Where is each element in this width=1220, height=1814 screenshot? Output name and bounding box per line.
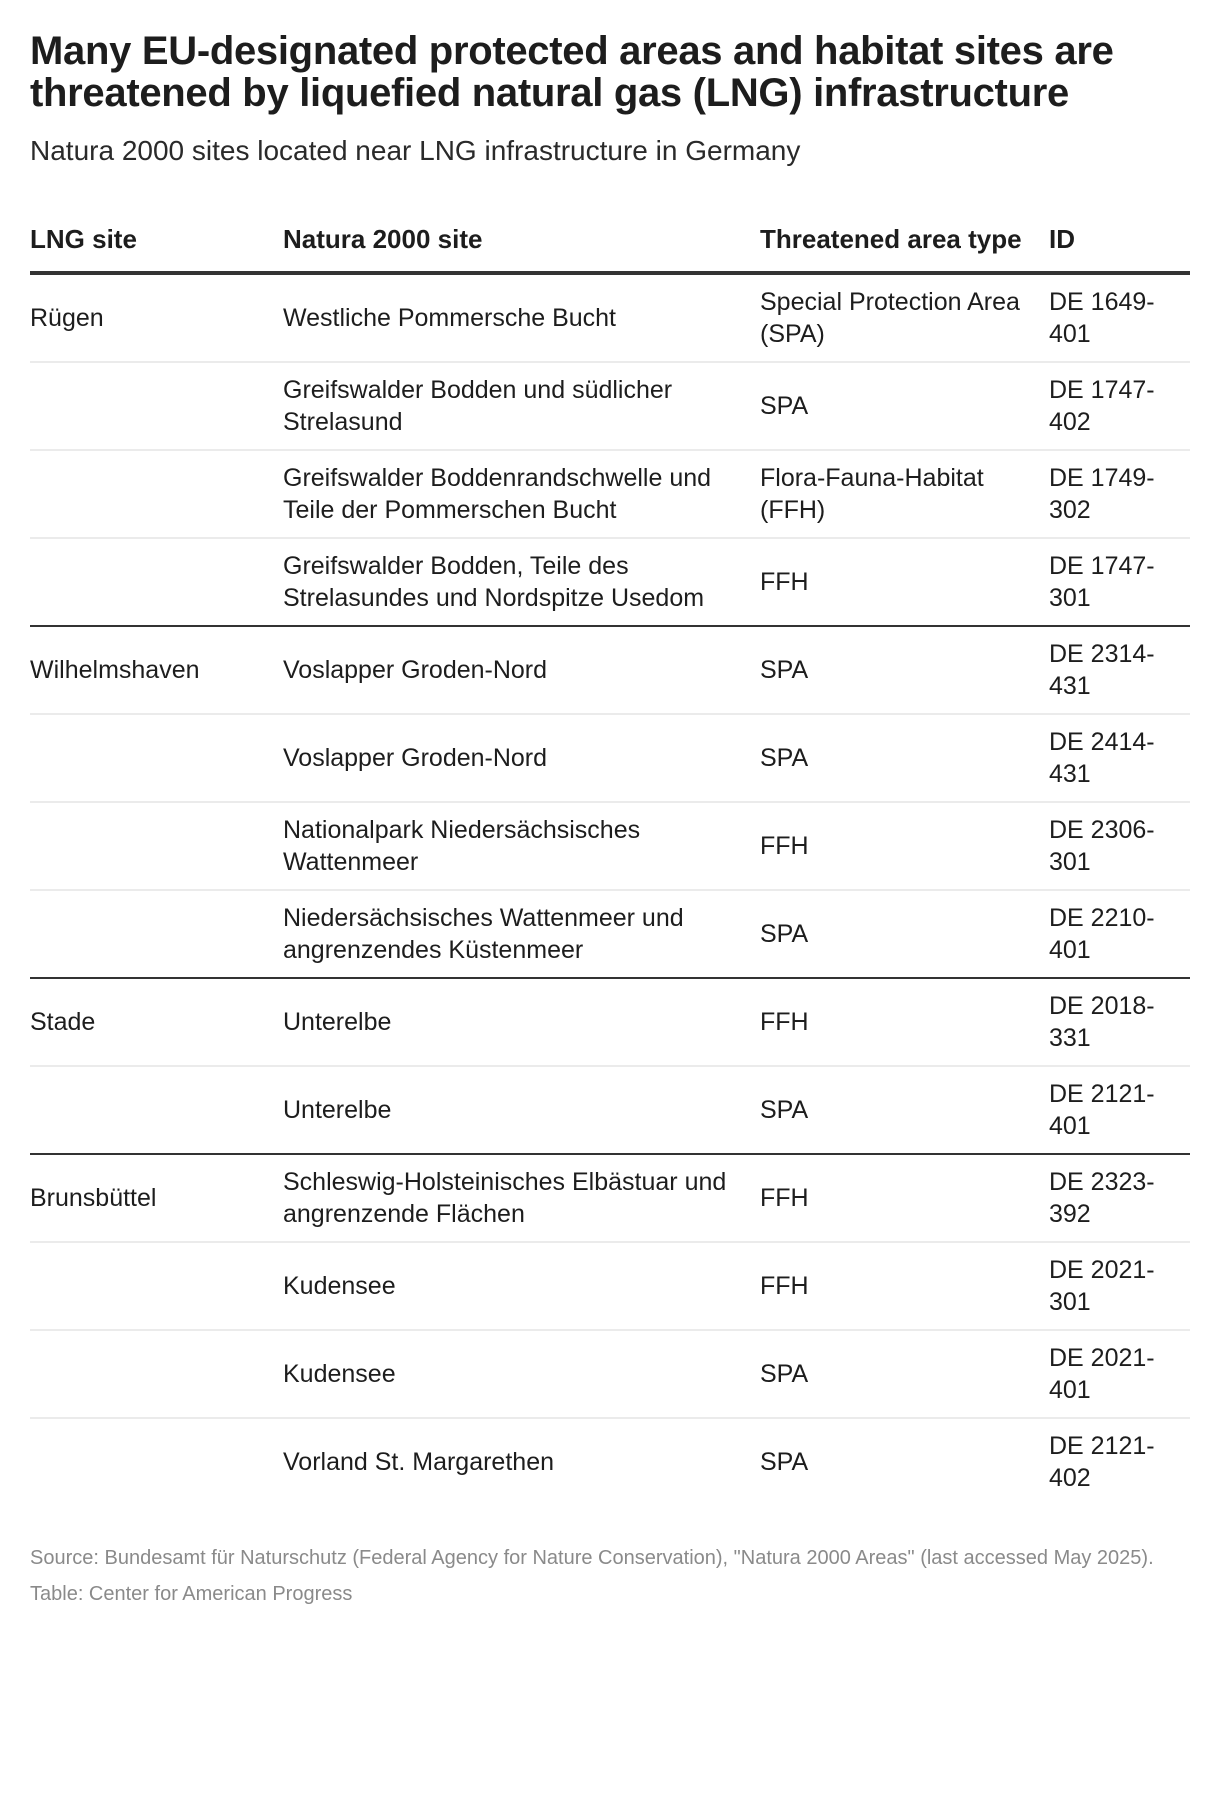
- cell-lng-site: Stade: [30, 978, 283, 1066]
- cell-lng-site: [30, 802, 283, 890]
- cell-lng-site: [30, 450, 283, 538]
- cell-lng-site: [30, 1242, 283, 1330]
- cell-area-type: FFH: [760, 538, 1049, 626]
- table-row: [30, 1418, 1190, 1505]
- cell-area-type: SPA: [760, 1066, 1049, 1154]
- cell-area-type: SPA: [760, 362, 1049, 450]
- cell-natura-site: Niedersächsisches Wattenmeer und angrenzendes Küstenmeer: [283, 890, 760, 978]
- cell-id: DE 1649-401: [1049, 273, 1190, 362]
- table-row: [30, 450, 1190, 538]
- source-note: Source: Bundesamt für Naturschutz (Federal Agency for Nature Conservation), "Natura 2000 Areas" (last accessed May 2025).: [30, 1547, 1154, 1569]
- cell-id: DE 2306-301: [1049, 802, 1190, 890]
- cell-lng-site: [30, 538, 283, 626]
- cell-area-type: SPA: [760, 714, 1049, 802]
- cell-area-type: SPA: [760, 1330, 1049, 1418]
- table-row: [30, 890, 1190, 978]
- cell-area-type: FFH: [760, 1154, 1049, 1242]
- cell-natura-site: Vorland St. Margarethen: [283, 1448, 554, 1476]
- table-header-row: [30, 221, 1190, 273]
- cell-area-type: SPA: [760, 1448, 809, 1476]
- cell-lng-site: Rügen: [30, 273, 283, 362]
- cell-id: DE 2121-401: [1049, 1066, 1190, 1154]
- cell-id: DE 1747-301: [1049, 538, 1190, 626]
- table-row: [30, 273, 1190, 362]
- cell-area-type: FFH: [760, 1242, 1049, 1330]
- table-row: [30, 978, 1190, 1066]
- cell-natura-site: Unterelbe: [283, 978, 760, 1066]
- cell-area-type: FFH: [760, 802, 1049, 890]
- cell-natura-site: Greifswalder Bodden, Teile des Strelasundes und Nordspitze Usedom: [283, 538, 760, 626]
- column-header-lng-site: LNG site: [30, 221, 283, 273]
- cell-id: DE 2314-431: [1049, 626, 1190, 714]
- column-header-area-type: Threatened area type: [760, 221, 1049, 273]
- cell-id: DE 2210-401: [1049, 890, 1190, 978]
- cell-id: DE 2018-331: [1049, 978, 1190, 1066]
- column-header-id: ID: [1049, 221, 1190, 273]
- natura-sites-table: [30, 221, 1190, 1505]
- cell-lng-site: Brunsbüttel: [30, 1154, 283, 1242]
- table-row: [30, 1154, 1190, 1242]
- table-row: [30, 362, 1190, 450]
- cell-natura-site: Nationalpark Niedersächsisches Wattenmeer: [283, 802, 760, 890]
- cell-lng-site: [30, 1330, 283, 1418]
- cell-lng-site: Wilhelmshaven: [30, 626, 283, 714]
- cell-natura-site: Greifswalder Bodden und südlicher Strelasund: [283, 362, 760, 450]
- cell-area-type: SPA: [760, 626, 1049, 714]
- cell-id: DE 1747-402: [1049, 362, 1190, 450]
- cell-natura-site: Westliche Pommersche Bucht: [283, 273, 760, 362]
- cell-area-type: Special Protection Area (SPA): [760, 273, 1049, 362]
- cell-id: DE 2121-402: [1049, 1432, 1155, 1492]
- cell-lng-site: [30, 1066, 283, 1154]
- cell-id: DE 2021-401: [1049, 1330, 1190, 1418]
- cell-id: DE 2323-392: [1049, 1154, 1190, 1242]
- cell-id: DE 2414-431: [1049, 714, 1190, 802]
- cell-lng-site: [30, 714, 283, 802]
- cell-natura-site: Schleswig-Holsteinisches Elbästuar und angrenzende Flächen: [283, 1154, 760, 1242]
- table-row: [30, 626, 1190, 714]
- column-header-natura-site: Natura 2000 site: [283, 221, 760, 273]
- cell-natura-site: Kudensee: [283, 1330, 760, 1418]
- cell-area-type: Flora-Fauna-Habitat (FFH): [760, 450, 1049, 538]
- table-row: [30, 1330, 1190, 1418]
- cell-area-type: FFH: [760, 978, 1049, 1066]
- cell-id: DE 1749-302: [1049, 450, 1190, 538]
- cell-lng-site: [30, 362, 283, 450]
- cell-natura-site: Greifswalder Boddenrandschwelle und Teile der Pommerschen Bucht: [283, 450, 760, 538]
- table-row: [30, 538, 1190, 626]
- page-subtitle: Natura 2000 sites located near LNG infrastructure in Germany: [30, 135, 801, 166]
- cell-id: DE 2021-301: [1049, 1242, 1190, 1330]
- table-credit: Table: Center for American Progress: [30, 1583, 353, 1605]
- cell-area-type: SPA: [760, 890, 1049, 978]
- cell-lng-site: [30, 890, 283, 978]
- page-title: Many EU-designated protected areas and habitat sites are threatened by liquefied natural gas (LNG) infrastructure: [30, 29, 1114, 115]
- cell-natura-site: Voslapper Groden-Nord: [283, 626, 760, 714]
- footer: [30, 1545, 1190, 1607]
- table-row: [30, 1242, 1190, 1330]
- cell-lng-site: [30, 1418, 283, 1505]
- cell-natura-site: Unterelbe: [283, 1066, 760, 1154]
- table-row: [30, 1066, 1190, 1154]
- table-row: [30, 714, 1190, 802]
- cell-natura-site: Voslapper Groden-Nord: [283, 714, 760, 802]
- cell-natura-site: Kudensee: [283, 1242, 760, 1330]
- table-row: [30, 802, 1190, 890]
